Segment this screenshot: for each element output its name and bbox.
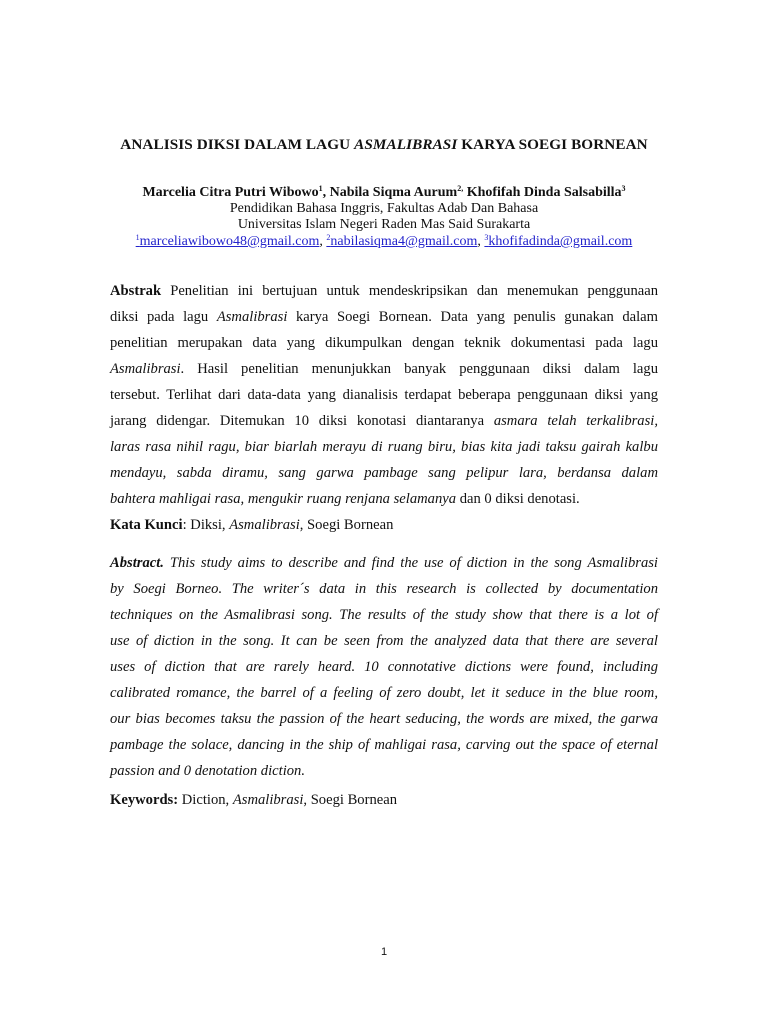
kata-kunci [110,517,393,534]
author-list [0,184,768,201]
abstrak-line: jarang didengar. Ditemukan 10 diksi konotasi diantaranya [110,413,494,429]
email-link-3[interactable] [484,234,632,249]
author-3-marker: 3 [621,184,626,193]
abstract-line: by Soegi Borneo. The writer´s data in this research is collected by documentation [110,581,658,597]
abstrak-label: Abstrak [110,283,162,299]
abstrak-example: asmara telah terkalibrasi, [493,413,658,429]
abstrak-paragraph [110,278,658,512]
abstract-label: Abstract. [110,555,164,571]
abstrak-line: Penelitian ini bertujuan untuk mendeskripsikan dan menemukan penggunaan [161,283,658,299]
abstrak-example: bahtera mahligai rasa, mengukir ruang renjana selamanya [110,491,457,507]
page-number: 1 [380,946,388,958]
abstrak-line: . Hasil penelitian menunjukkan banyak penggunaan diksi dalam lagu [180,361,658,377]
email-separator: , [319,234,327,249]
abstract-paragraph [110,550,658,784]
kata-kunci-label: Kata Kunci [110,517,183,533]
author-1: Marcelia Citra Putri Wibowo [142,185,319,200]
affiliation-university: Universitas Islam Negeri Raden Mas Said Surakarta [237,217,531,232]
abstrak-line: karya Soegi Bornean. Data yang penulis gunakan dalam [287,309,658,325]
abstract-line: pambage the solace, dancing in the ship of mahligai rasa, carving out the space of eternal [110,737,658,753]
email-link-2[interactable] [326,234,477,249]
kata-kunci-text: , Soegi Bornean [299,517,394,533]
keywords-italic: Asmalibrasi [232,792,304,808]
abstrak-line: penelitian merupakan data yang dikumpulkan dengan teknik dokumentasi pada lagu [110,335,658,351]
paper-title [0,136,768,154]
author-2: , Nabila Siqma Aurum [322,185,458,200]
author-1-marker: 1 [318,184,323,193]
abstrak-song-name: Asmalibrasi [216,309,288,325]
title-text-end: KARYA SOEGI BORNEAN [457,136,648,153]
email-2-marker: 2 [326,233,331,242]
abstrak-line: tersebut. Terlihat dari data-data yang dianalisis terdapat beberapa penggunaan diksi yang [110,387,658,403]
keywords-text: Diction, [178,792,233,808]
author-2-marker: 2, [457,184,464,193]
title-song-name: ASMALIBRASI [354,136,458,153]
author-3: Khofifah Dinda Salsabilla [463,185,622,200]
abstract-line: use of diction in the song. It can be seen from the analyzed data that there are several [110,633,658,649]
kata-kunci-text: : Diksi, [182,517,230,533]
abstract-line: This study aims to describe and find the use of diction in the song Asmalibrasi [163,555,658,571]
keywords [110,792,397,809]
abstract-line: our bias becomes taksu the passion of the heart seducing, the words are mixed, the garwa [110,711,658,727]
email-2: nabilasiqma4@gmail.com [330,234,478,249]
abstract-line: calibrated romance, the barrel of a feeling of zero doubt, let it seduce in the blue room, [110,685,658,701]
author-emails [0,233,768,250]
title-text: ANALISIS DIKSI DALAM LAGU [120,136,355,153]
abstract-line: uses of diction that are rarely heard. 10 connotative dictions were found, including [110,659,658,675]
keywords-label: Keywords: [110,792,179,808]
affiliation-department: Pendidikan Bahasa Inggris, Fakultas Adab Dan Bahasa [229,201,539,216]
abstract-line: passion and 0 denotation diction. [110,763,305,779]
email-1-marker: 1 [135,233,140,242]
email-3: khofifadinda@gmail.com [488,234,633,249]
email-link-1[interactable] [136,234,320,249]
abstrak-example: laras rasa nihil ragu, biar biarlah merayu di ruang biru, bias kita jadi taksu gairah kalbu [110,439,658,455]
email-3-marker: 3 [484,233,489,242]
abstrak-line: diksi pada lagu [110,309,217,325]
email-separator: , [477,234,485,249]
abstrak-song-name: Asmalibrasi [110,361,181,377]
keywords-text: , Soegi Bornean [303,792,398,808]
kata-kunci-italic: Asmalibrasi [229,517,300,533]
abstrak-line: dan 0 diksi denotasi. [456,491,580,507]
abstrak-example: mendayu, sabda diramu, sang garwa pambage sang pelipur lara, berdansa dalam [110,465,658,481]
email-1: marceliawibowo48@gmail.com [139,234,320,249]
abstract-line: techniques on the Asmalibrasi song. The results of the study show that there is a lot of [110,607,658,623]
